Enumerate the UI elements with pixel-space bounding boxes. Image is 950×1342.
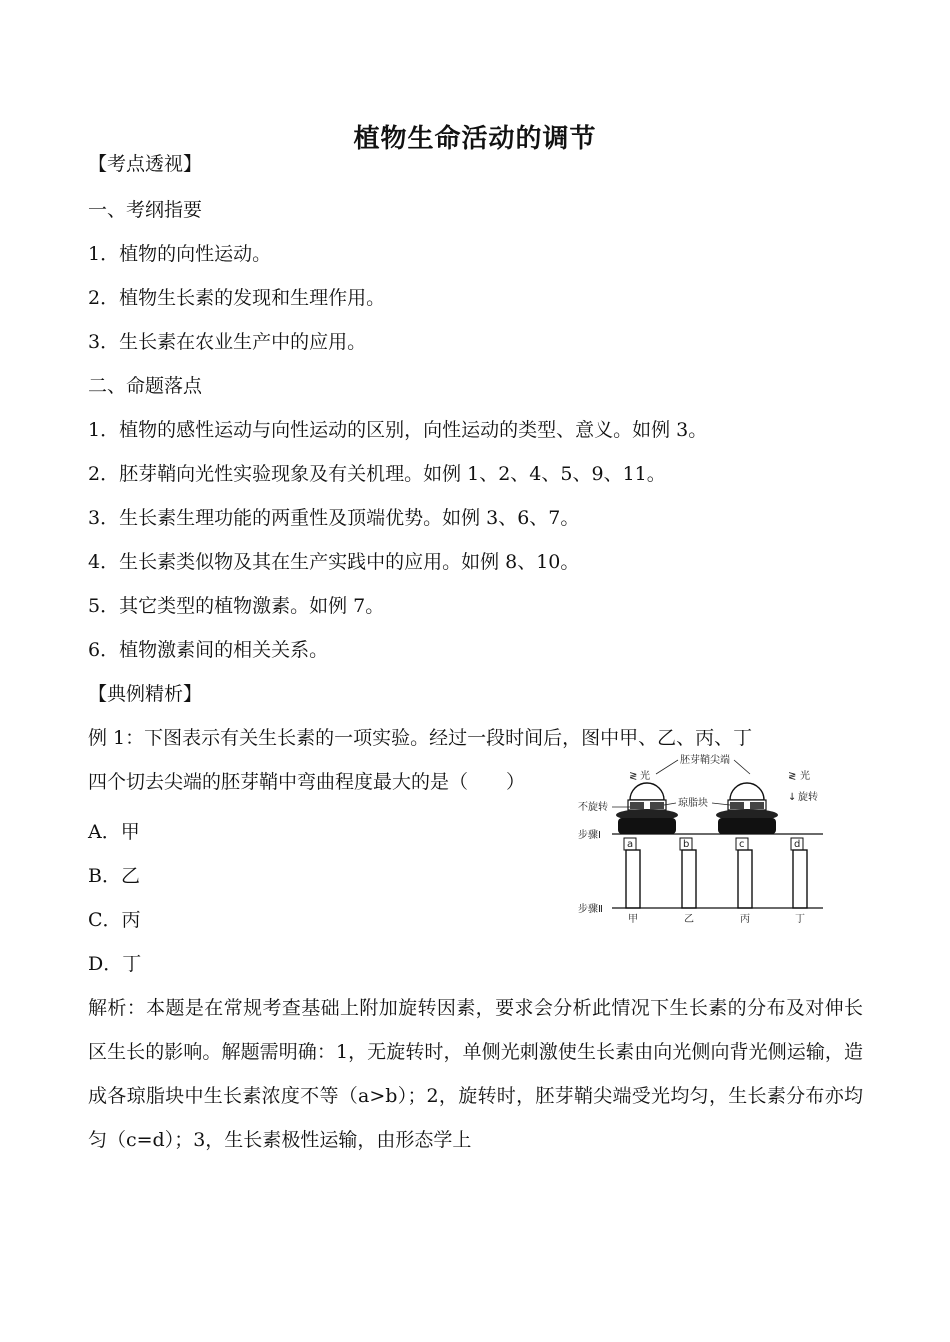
stem-label-yi: 乙: [684, 914, 694, 925]
coleoptile-stem-yi: [682, 850, 696, 908]
label-rotate: 旋转: [798, 792, 818, 803]
agar-block-a-top: [630, 802, 644, 809]
example-question-line2: 四个切去尖端的胚芽鞘中弯曲程度最大的是（ ）: [88, 771, 526, 793]
rotate-arrow-icon: ↓: [788, 792, 797, 803]
list-item: 4．生长素类似物及其在生产实践中的应用。如例 8、10。: [88, 551, 580, 573]
label-no-rotate: 不旋转: [578, 802, 608, 813]
section-kaogang-heading: 一、考纲指要: [88, 199, 203, 221]
option-c: C．丙: [88, 909, 141, 931]
option-a: A．甲: [88, 821, 140, 843]
list-item: 6．植物激素间的相关关系。: [88, 639, 329, 661]
list-item: 2．植物生长素的发现和生理作用。: [88, 287, 386, 309]
list-item: 3．生长素在农业生产中的应用。: [88, 331, 367, 353]
coleoptile-tip-left: [630, 783, 664, 800]
coleoptile-tip-right: [730, 783, 764, 800]
block-label-c: c: [739, 839, 745, 850]
agar-block-c-top: [730, 802, 744, 809]
stem-label-ding: 丁: [795, 914, 805, 925]
light-squiggle-left-icon: ≷: [629, 771, 638, 782]
block-label-d: d: [794, 839, 801, 850]
coleoptile-stem-jia: [626, 850, 640, 908]
block-label-b: b: [683, 839, 690, 850]
base-right: [718, 818, 776, 834]
section-dianli-heading: 【典例精析】: [88, 683, 203, 705]
experiment-figure: [578, 752, 828, 927]
stem-label-jia: 甲: [628, 914, 638, 925]
coleoptile-stem-bing: [738, 850, 752, 908]
label-light-right: 光: [800, 771, 810, 782]
list-item: 1．植物的感性运动与向性运动的区别，向性运动的类型、意义。如例 3。: [88, 419, 708, 441]
block-label-a: a: [627, 839, 634, 850]
light-squiggle-right-icon: ≷: [788, 771, 797, 782]
stem-label-bing: 丙: [740, 914, 750, 925]
label-tip: 胚芽鞘尖端: [680, 755, 730, 766]
base-left: [618, 818, 676, 834]
list-item: 2．胚芽鞘向光性实验现象及有关机理。如例 1、2、4、5、9、11。: [88, 463, 666, 485]
section-kaodian-heading: 【考点透视】: [88, 153, 203, 175]
list-item: 3．生长素生理功能的两重性及顶端优势。如例 3、6、7。: [88, 507, 580, 529]
coleoptile-stem-ding: [793, 850, 807, 908]
section-mingti-heading: 二、命题落点: [88, 375, 203, 397]
label-step1: 步骤Ⅰ: [578, 830, 601, 841]
agar-block-d-top: [750, 802, 764, 809]
label-agar: 琼脂块: [678, 798, 708, 809]
list-item: 5．其它类型的植物激素。如例 7。: [88, 595, 385, 617]
example-question-line1: 例 1：下图表示有关生长素的一项实验。经过一段时间后，图中甲、乙、丙、丁: [88, 727, 753, 749]
agar-block-b-top: [650, 802, 664, 809]
option-d: D．丁: [88, 953, 142, 975]
label-light-left: 光: [640, 771, 650, 782]
list-item: 1．植物的向性运动。: [88, 243, 272, 265]
label-step2: 步骤Ⅱ: [578, 904, 603, 915]
analysis-paragraph: 解析：本题是在常规考查基础上附加旋转因素，要求会分析此情况下生长素的分布及对伸长区生长的影响。解题需明确：1，无旋转时，单侧光刺激使生长素由向光侧向背光侧运输，造成各琼脂块中生长素浓度不等（a>b）；2，旋转时，胚芽鞘尖端受光均匀，生长素分布亦均匀（c=d）；3，生长素极性运输，由形态学上: [88, 997, 863, 1151]
option-b: B．乙: [88, 865, 140, 887]
page-title: 植物生命活动的调节: [353, 124, 597, 154]
